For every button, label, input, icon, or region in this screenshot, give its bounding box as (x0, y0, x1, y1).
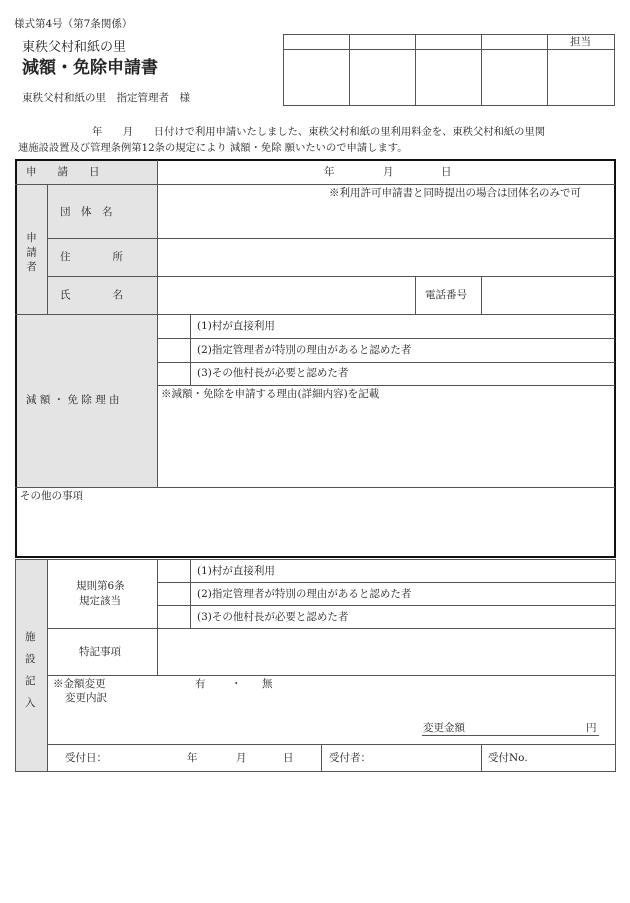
facility-name: 東秩父村和紙の里 (22, 40, 127, 55)
receipt-number-label: 受付No. (488, 752, 528, 764)
addressee: 東秩父村和紙の里 指定管理者 様 (22, 92, 190, 104)
application-date-label: 申 請 日 (26, 166, 100, 178)
applicant-label: 申請者 (25, 232, 37, 276)
name-label: 氏 名 (60, 289, 123, 301)
special-notes-label: 特記事項 (79, 646, 121, 658)
received-date-label: 受付日： (65, 752, 107, 764)
intro-line-2: 連施設設置及び管理条例第12条の規定により 減額・免除 願いたいので申請します。 (18, 142, 408, 154)
rule-option: (3)その他村長が必要と認めた者 (197, 611, 349, 623)
yen-unit: 円 (586, 722, 597, 734)
amount-change-yes: 有 (195, 678, 206, 690)
intro-line-1: 年 月 日付けで利用申請いたしました、東秩父村和紙の里利用料金を、東秩父村和紙の里関 (92, 126, 546, 138)
rule-label-line1: 規則第6条 (76, 580, 125, 592)
received-day: 日 (283, 752, 294, 764)
reason-option: (1)村が直接利用 (197, 320, 275, 332)
date-year: 年 (324, 166, 335, 178)
amount-change-no: 無 (262, 678, 273, 690)
page-title: 減額・免除申請書 (22, 58, 158, 78)
rule-option: (2)指定管理者が特別の理由があると認めた者 (197, 588, 412, 600)
other-items-label: その他の事項 (20, 490, 83, 502)
address-label: 住 所 (60, 251, 123, 263)
rule-option: (1)村が直接利用 (197, 565, 275, 577)
group-note: ※利用許可申請書と同時提出の場合は団体名のみで可 (329, 187, 581, 199)
reason-note: ※減額・免除を申請する理由(詳細内容)を記載 (161, 388, 380, 400)
receiver-label: 受付者： (329, 752, 371, 764)
received-month: 月 (236, 752, 247, 764)
change-detail-label: 変更内訳 (65, 692, 107, 704)
reason-label: 減 額 ・ 免 除 理 由 (26, 394, 120, 406)
facility-section-label: 施設記入 (25, 631, 36, 709)
form-number: 様式第4号（第7条関係） (14, 18, 133, 30)
received-year: 年 (187, 752, 198, 764)
stamp-tanto-label: 担当 (570, 36, 591, 48)
date-month: 月 (383, 166, 394, 178)
group-name-label: 団 体 名 (60, 206, 113, 218)
reason-option: (3)その他村長が必要と認めた者 (197, 367, 349, 379)
rule-label-line2: 規定該当 (79, 595, 121, 607)
phone-label: 電話番号 (425, 289, 467, 301)
reason-option: (2)指定管理者が特別の理由があると認めた者 (197, 344, 412, 356)
date-day: 日 (441, 166, 452, 178)
changed-amount-label: 変更金額 (423, 722, 465, 734)
amount-change-label: ※金額変更 (53, 678, 106, 690)
amount-change-separator: ・ (231, 678, 242, 690)
